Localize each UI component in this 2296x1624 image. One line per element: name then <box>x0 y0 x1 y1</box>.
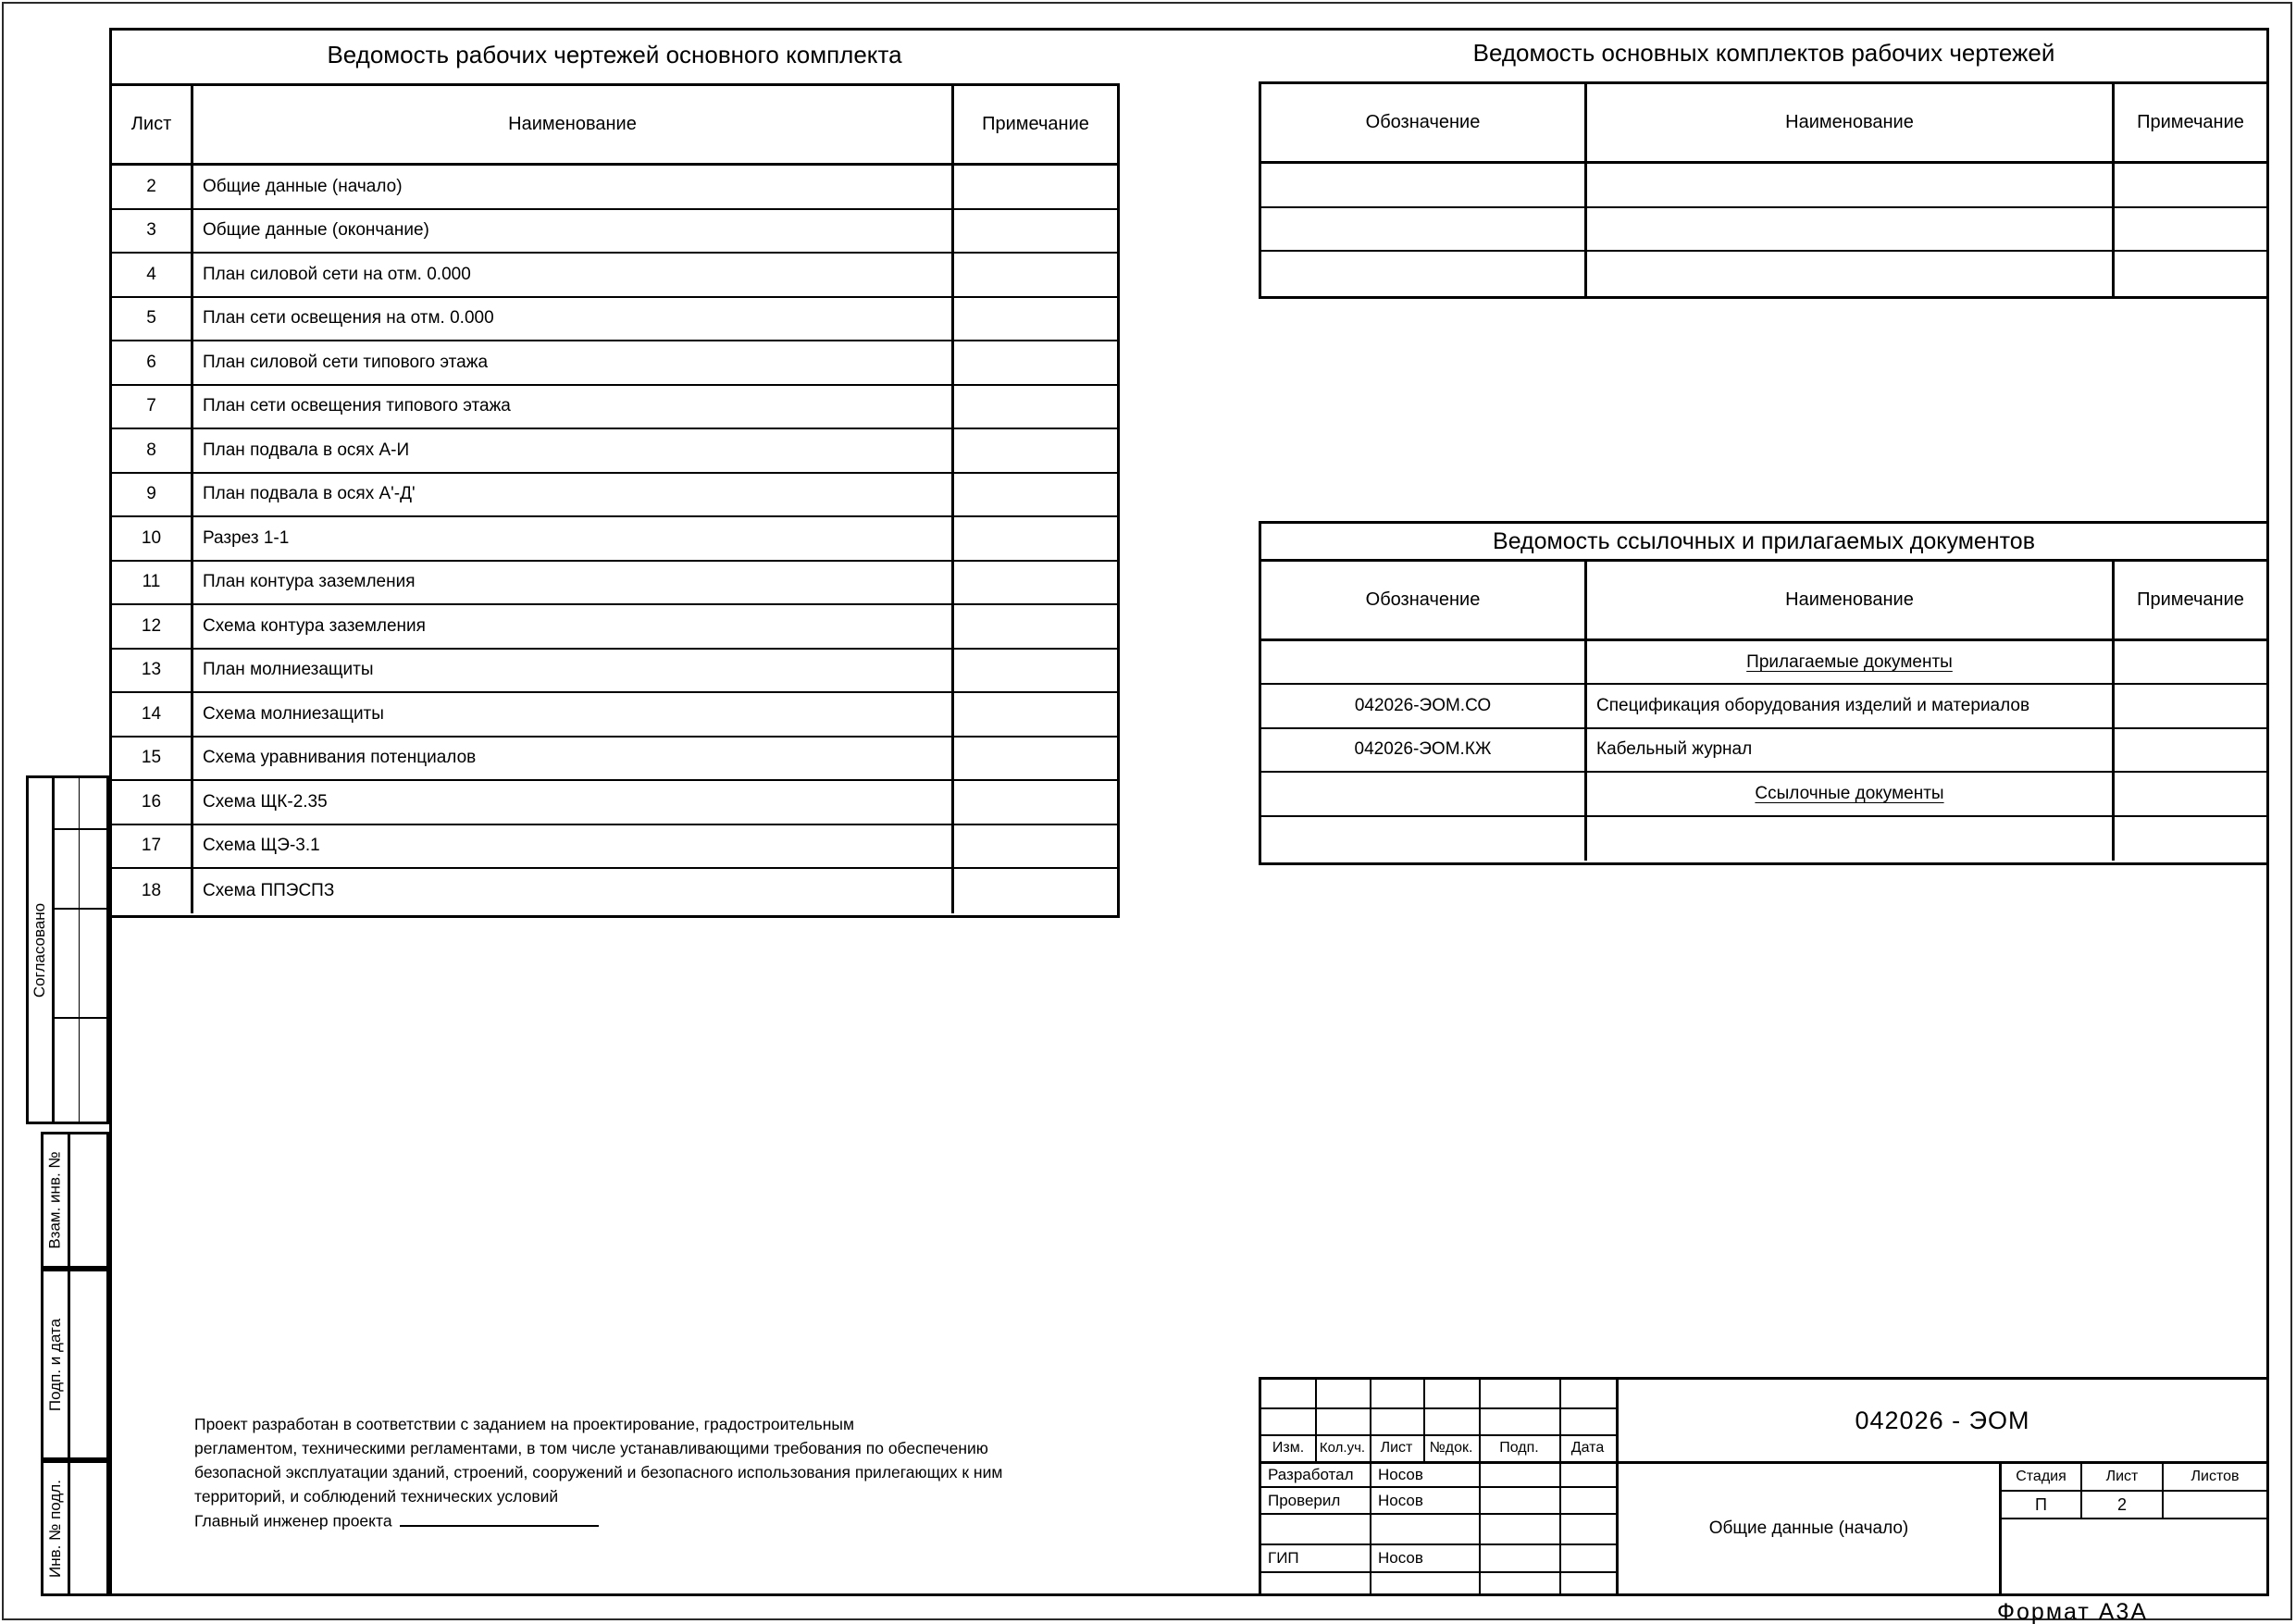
row-sheet: 14 <box>112 693 193 738</box>
empty-cell <box>1261 164 1587 208</box>
vzam-inv-box <box>41 1132 109 1269</box>
row-name: Схема контура заземления <box>193 605 954 650</box>
row-name: Схема ЩЭ-3.1 <box>193 825 954 870</box>
main-sets-table <box>1259 81 2269 299</box>
inv-podl-box <box>41 1460 109 1596</box>
empty-cell <box>1261 252 1587 296</box>
row-note <box>954 166 1117 210</box>
tb-role-name: Носов <box>1378 1465 1423 1483</box>
row-sheet: 12 <box>112 605 193 650</box>
row-sheet: 8 <box>112 429 193 474</box>
col-header-note: Примечание <box>2115 562 2266 641</box>
row-name: Схема ЩК-2.35 <box>193 781 954 825</box>
col-header-name: Наименование <box>1587 84 2115 164</box>
vzam-inv-cell <box>70 1134 106 1266</box>
row-note <box>954 341 1117 386</box>
row-sheet: 11 <box>112 562 193 606</box>
col-header-name: Наименование <box>1587 562 2115 641</box>
row-name: Общие данные (начало) <box>193 166 954 210</box>
row-note <box>954 693 1117 738</box>
working-table-title: Ведомость рабочих чертежей основного комплекта <box>327 41 902 68</box>
empty-cell <box>2115 817 2266 861</box>
empty-cell <box>1587 164 2115 208</box>
tb-header-list: Лист <box>1380 1439 1413 1456</box>
row-sheet: 7 <box>112 386 193 430</box>
empty-cell <box>2115 773 2266 816</box>
row-designation: 042026-ЭОМ.КЖ <box>1261 729 1587 773</box>
row-note <box>954 869 1117 913</box>
row-name: Общие данные (окончание) <box>193 210 954 254</box>
ref-table-title: Ведомость ссылочных и прилагаемых документов <box>1493 527 2035 554</box>
empty-cell <box>1261 208 1587 253</box>
row-note <box>2115 729 2266 773</box>
row-name: План силовой сети типового этажа <box>193 341 954 386</box>
note-line: регламентом, техническими регламентами, в том числе устанавливающими требования по обеспечению <box>194 1439 988 1457</box>
row-note <box>954 517 1117 562</box>
tb-role-label <box>1261 1573 1370 1593</box>
row-sheet: 17 <box>112 825 193 870</box>
tb-sheets-value <box>2164 1492 2266 1518</box>
col-header-designation: Обозначение <box>1261 562 1587 641</box>
empty-cell <box>1587 208 2115 253</box>
vzam-inv-label: Взам. инв. № <box>46 1151 65 1249</box>
podp-data-cell <box>70 1271 106 1457</box>
approved-cell <box>80 1019 106 1122</box>
row-note <box>954 562 1117 606</box>
row-name: Схема ППЭСПЗ <box>193 869 954 913</box>
note-line: Проект разработан в соответствии с заданием на проектирование, градостроительным <box>194 1415 854 1433</box>
row-sheet: 18 <box>112 869 193 913</box>
podp-data-label-cell <box>43 1271 70 1457</box>
podp-data-label: Подп. и дата <box>46 1318 65 1411</box>
tb-role-label <box>1261 1515 1370 1543</box>
row-note <box>954 298 1117 342</box>
title-block <box>1259 1377 2269 1596</box>
row-sheet: 5 <box>112 298 193 342</box>
approved-stamp-box <box>26 775 109 1124</box>
tb-header-data: Дата <box>1570 1439 1605 1456</box>
podp-data-box <box>41 1269 109 1460</box>
row-sheet: 15 <box>112 738 193 782</box>
tb-role-label: Разработал <box>1268 1465 1354 1483</box>
approved-label-cell <box>29 778 55 1122</box>
tb-stage-value: П <box>2035 1494 2047 1514</box>
row-name: План силовой сети на отм. 0.000 <box>193 254 954 298</box>
tb-role-name: Носов <box>1378 1549 1423 1567</box>
row-name: Схема молниезащиты <box>193 693 954 738</box>
row-sheet: 3 <box>112 210 193 254</box>
section-attached-docs: Прилагаемые документы <box>1587 641 2115 685</box>
working-drawings-table <box>109 83 1120 918</box>
signature-line <box>400 1508 599 1527</box>
col-header-designation: Обозначение <box>1261 84 1587 164</box>
approved-label: Согласовано <box>31 902 49 998</box>
ref-docs-table <box>1259 559 2269 865</box>
row-name: План контура заземления <box>193 562 954 606</box>
row-sheet: 9 <box>112 474 193 518</box>
approved-cell <box>80 778 106 830</box>
tb-header-kol: Кол.уч. <box>1319 1440 1366 1456</box>
row-note <box>954 650 1117 694</box>
empty-cell <box>1261 773 1587 816</box>
tb-sheet-label: Лист <box>2105 1469 2139 1484</box>
row-note <box>954 781 1117 825</box>
row-note <box>954 825 1117 870</box>
row-name: Спецификация оборудования изделий и материалов <box>1587 685 2115 728</box>
tb-role-name: Носов <box>1378 1491 1423 1509</box>
approved-cell <box>80 830 106 910</box>
tb-role-name <box>1371 1573 1479 1593</box>
tb-stage-label: Стадия <box>2016 1469 2066 1484</box>
tb-doc-number: 042026 - ЭОМ <box>1855 1406 2030 1434</box>
col-header-note: Примечание <box>2115 84 2266 164</box>
tb-role-label: Проверил <box>1268 1491 1341 1509</box>
approved-cell <box>55 830 80 910</box>
row-name: Кабельный журнал <box>1587 729 2115 773</box>
row-name: План подвала в осях А'-Д' <box>193 474 954 518</box>
row-note <box>954 386 1117 430</box>
row-note <box>954 738 1117 782</box>
empty-cell <box>2115 252 2266 296</box>
gip-label: Главный инженер проекта <box>194 1511 392 1531</box>
empty-cell <box>2115 164 2266 208</box>
row-note <box>954 605 1117 650</box>
empty-cell <box>1587 252 2115 296</box>
tb-role-label: ГИП <box>1268 1549 1299 1567</box>
row-sheet: 10 <box>112 517 193 562</box>
row-sheet: 16 <box>112 781 193 825</box>
row-sheet: 4 <box>112 254 193 298</box>
row-note <box>2115 685 2266 728</box>
empty-cell <box>1261 641 1587 685</box>
row-sheet: 6 <box>112 341 193 386</box>
format-label: Формат А3А <box>1997 1599 2149 1624</box>
tb-sheets-label: Листов <box>2191 1469 2240 1484</box>
row-name: План подвала в осях А-И <box>193 429 954 474</box>
empty-cell <box>1261 817 1587 861</box>
section-referenced-docs: Ссылочные документы <box>1587 773 2115 816</box>
row-name: План молниезащиты <box>193 650 954 694</box>
note-line: безопасной эксплуатации зданий, строений, сооружений и безопасного использования прилегающих к ним <box>194 1463 1003 1481</box>
col-header-sheet: Лист <box>112 86 193 166</box>
col-header-name: Наименование <box>193 86 954 166</box>
tb-organization-cell <box>2002 1519 2266 1593</box>
row-name: Схема уравнивания потенциалов <box>193 738 954 782</box>
tb-doc-title: Общие данные (начало) <box>1708 1519 1909 1538</box>
row-note <box>954 254 1117 298</box>
approved-cell <box>80 910 106 1019</box>
row-name: Разрез 1-1 <box>193 517 954 562</box>
row-note <box>954 474 1117 518</box>
tb-hline <box>1261 1407 1616 1409</box>
row-note <box>954 210 1117 254</box>
col-header-note: Примечание <box>954 86 1117 166</box>
general-note <box>194 1412 1120 1533</box>
row-note <box>954 429 1117 474</box>
empty-cell <box>2115 641 2266 685</box>
inv-podl-label: Инв. № подл. <box>46 1479 64 1578</box>
tb-sheet-value: 2 <box>2116 1494 2127 1514</box>
row-sheet: 2 <box>112 166 193 210</box>
inv-podl-cell <box>70 1463 106 1593</box>
tb-header-podp: Подп. <box>1499 1439 1539 1456</box>
tb-role-name <box>1371 1515 1479 1543</box>
row-sheet: 13 <box>112 650 193 694</box>
empty-cell <box>2115 208 2266 253</box>
approved-cell <box>55 778 80 830</box>
approved-cell <box>55 1019 80 1122</box>
row-name: План сети освещения типового этажа <box>193 386 954 430</box>
main-sets-table-title: Ведомость основных комплектов рабочих чертежей <box>1472 39 2055 67</box>
tb-header-ndok: №док. <box>1429 1439 1473 1456</box>
ref-table-title-band <box>1259 521 2269 562</box>
empty-cell <box>1587 817 2115 861</box>
vzam-inv-label-cell <box>43 1134 70 1266</box>
inv-podl-label-cell <box>43 1463 70 1593</box>
row-name: План сети освещения на отм. 0.000 <box>193 298 954 342</box>
row-designation: 042026-ЭОМ.СО <box>1261 685 1587 728</box>
note-line: территорий, и соблюдений технических условий <box>194 1487 559 1506</box>
tb-header-izm: Изм. <box>1272 1439 1305 1456</box>
note-gip-line <box>194 1508 1120 1533</box>
approved-cell <box>55 910 80 1019</box>
